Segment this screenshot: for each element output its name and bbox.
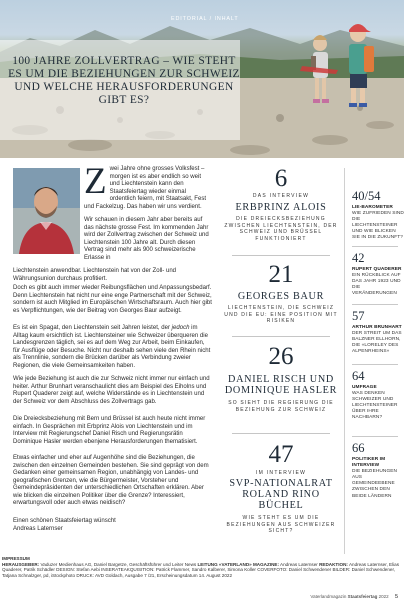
page-footer bbox=[310, 594, 398, 600]
divider bbox=[232, 255, 330, 256]
issue-label: Staatsfeiertag bbox=[347, 594, 378, 599]
impressum-line-3: Tatjana Schnalzger, pd, iStockphoto DRUCK: AVD Goldach, Ausgabe 7 /21, Erscheinungsdatum 14. August 2022 bbox=[2, 573, 232, 579]
toc-description: WIE STEHT ES UM DIE BEZIEHUNGEN AUS SCHWEIZER SICHT? bbox=[226, 515, 336, 535]
toc-item-6[interactable] bbox=[222, 166, 340, 242]
toc-item-40-54[interactable] bbox=[352, 190, 404, 242]
paragraph-3-a: Es ist ein Spagat, den Liechtenstein seit Jahren leistet, der bbox=[13, 325, 172, 331]
toc-page-number: 42 bbox=[352, 251, 365, 265]
toc-description: EIN RÜCKBLICK AUF DAS JAHR 1923 UND DIE VERÄNDERUNGEN bbox=[352, 273, 401, 297]
section-label: EDITORIAL / INHALT bbox=[171, 16, 239, 22]
impressum bbox=[2, 556, 404, 579]
toc-page-number: 66 bbox=[352, 441, 365, 455]
impressum-publisher-label: HERAUSGEBER: bbox=[2, 561, 40, 567]
toc-description: SO SIEHT DIE REGIERUNG DIE BEZIEHUNG ZUR SCHWEIZ bbox=[228, 400, 334, 413]
divider bbox=[352, 304, 398, 305]
toc-title: GEORGES BAUR bbox=[237, 291, 325, 302]
paragraph-3-emphasis: jedoch bbox=[171, 325, 190, 331]
editorial-intro bbox=[84, 161, 212, 262]
toc-page-number: 6 bbox=[274, 165, 288, 192]
toc-page-number: 57 bbox=[352, 309, 365, 323]
paragraph-3-b: im Alltag kaum ersichtlich ist. Liechtensteiner wie Schweizer überqueren die Landesgrenzen täglich, sei es auf dem Weg zur Arbeit, beim Einkaufen, für Ausflüge oder Besuche. Nicht nur deshalb sehen viele den Rhein nicht als Trennlinie, sondern die Brücken darüber als Verbindung zweier Regionen, die viele Gemeinsamkeiten haben. bbox=[13, 325, 211, 369]
divider bbox=[352, 246, 398, 247]
paragraph-1-start: Wir schauen in diesem Jahr aber bereits auf das nächste grosse Fest. Im kommenden Jahr wird der Zollvertrag zwischen der Schweiz und Liechtenstein 100 Jahre alt. Durch diesen Vertrag sind mehr als 900 schweizerische Erlasse in bbox=[84, 217, 209, 261]
intro-text: wei Jahre ohne grosses Volksfest – morgen ist es aber endlich so weit und Liechtenstein kann den Staatsfeiertag wieder einmal ordentlich feiern, mit Staatsakt, Fest und Fackelzug. Das haben wir uns verdient. bbox=[84, 166, 207, 210]
toc-page-number: 64 bbox=[352, 369, 365, 383]
toc-title: DANIEL RISCH UND DOMINIQUE HASLER bbox=[224, 374, 338, 396]
toc-item-66[interactable] bbox=[352, 442, 404, 500]
hero-photo bbox=[0, 0, 404, 158]
signature: Andreas Laternser bbox=[13, 526, 63, 532]
portrait-illustration bbox=[13, 168, 80, 254]
paragraph-4: Wie jede Beziehung ist auch die zur Schweiz nicht immer nur einfach und heiter. Arthur Brunhart veranschaulicht dies am Beispiel des Eiholns und Rupert Quaderer zeigt auf, welche Widerstände es in Liechtenstein und der Schweiz vor dem Abschluss des Zollvertrags gab. bbox=[13, 376, 210, 405]
toc-title: ERBPRINZ ALOIS bbox=[235, 202, 327, 213]
divider bbox=[352, 364, 398, 365]
toc-heading: ARTHUR BRUNHART bbox=[352, 325, 402, 330]
impressum-lead-label: LEITUNG «VATERLAND» MAGAZINE: bbox=[197, 561, 279, 567]
drop-cap: Z bbox=[84, 161, 107, 202]
toc-page-number: 26 bbox=[268, 343, 294, 370]
closing-line: Einen schönen Staatsfeiertag wünscht bbox=[13, 518, 116, 524]
impressum-editorial: Andreas Laternser, Elias bbox=[347, 561, 400, 567]
toc-item-42[interactable] bbox=[352, 252, 404, 297]
toc-kicker: DAS INTERVIEW bbox=[252, 193, 310, 199]
toc-description: LIECHTENSTEIN, DIE SCHWEIZ UND DIE EU: EINE POSITION MIT RISIKEN bbox=[224, 305, 338, 325]
toc-description: DIE DREIECKSBEZIEHUNG ZWISCHEN LIECHTENSTEIN, DER SCHWEIZ UND BRÜSSEL FUNKTIONIERT bbox=[224, 216, 338, 242]
impressum-publisher: Vaduzer Medienhaus AG, Daniel Bargetze, Geschäftsführer und Leiter News bbox=[39, 561, 198, 567]
toc-heading: POLITIKER IM INTERVIEW bbox=[352, 457, 386, 469]
toc-description: WIE ZUFRIEDEN SIND DIE LIECHTENSTEINER UND WIE BLICKEN SIE IN DIE ZUKUNFT? bbox=[352, 211, 404, 241]
toc-item-57[interactable] bbox=[352, 310, 404, 355]
divider bbox=[352, 436, 398, 437]
column-divider bbox=[344, 168, 345, 554]
toc-item-47[interactable] bbox=[222, 442, 340, 535]
toc-description: DIE BEZIEHUNGEN AUS GEMEINDEEBENE ZWISCHEN DEN BEIDE LÄNDERN bbox=[352, 469, 398, 499]
paragraph-5: Die Dreiecksbeziehung mit Bern und Brüssel ist auch heute nicht immer einfach. In Gesprächen mit Erbprinz Alois von Liechtenstein und im Interview mit Regierungschef Daniel Risch und Regierungsrätin Dominique Hasler werden ebenjene Herausforderungen thematisiert. bbox=[13, 416, 206, 445]
impressum-editorial-label: REDAKTION: bbox=[319, 561, 348, 567]
impressum-label: IMPRESSUM bbox=[2, 556, 30, 561]
impressum-lead: Andreas Laternser bbox=[279, 561, 320, 567]
toc-heading: LIE-BAROMETER bbox=[352, 205, 393, 210]
toc-kicker: IM INTERVIEW bbox=[255, 470, 307, 476]
toc-item-64[interactable] bbox=[352, 370, 404, 422]
paragraph-6: Etwas einfacher und eher auf Augenhöhe sind die Beziehungen, die zwischen den einzelnen Gemeinden bestehen. Sie sind geprägt von dem Gedanken einer gemeinsamen Region, unabhängig von Landes- und geografischen Grenzen, wie die Bürgermeister, Vorsteher und Gemeindepräsidenten der unterschiedlichen Ortschaften erklären. Aber wie blicken die einzelnen Politiker über die Grenze? Interessiert, erwartungsvoll oder auch etwas neidisch? bbox=[13, 455, 209, 507]
author-photo bbox=[13, 168, 80, 254]
toc-item-26[interactable] bbox=[222, 344, 340, 413]
toc-page-number: 21 bbox=[268, 261, 294, 288]
toc-title: SVP-NATIONALRAT ROLAND RINO BÜCHEL bbox=[229, 478, 333, 511]
toc-heading: RUPERT QUADERER bbox=[352, 267, 402, 272]
toc-description: DER STREIT UM DAS BALZNER ELLHORN, DIE «LORELEY DES ALPENRHEINS» bbox=[352, 331, 402, 355]
toc-heading: UMFRAGE bbox=[352, 385, 377, 390]
paragraph-2: Doch es gibt auch immer wieder Reibungsflächen und Anpassungsbedarf. Denn Liechtenstein hat nicht nur eine enge Partnerschaft mit der Schweiz, sondern ist auch Mitglied im Europäischen Wirtschaftsraum. Auch hier gibt es Verpflichtungen, wie der Beitrag von Georges Baur aufzeigt. bbox=[13, 285, 212, 314]
toc-description: WAS DENKEN SCHWEIZER UND LIECHTENSTEINER ÜBER IHRE NACHBARN? bbox=[352, 391, 398, 421]
toc-page-number: 40/54 bbox=[352, 189, 381, 203]
divider bbox=[232, 433, 330, 434]
publication-name: Vaterlandmagazin bbox=[310, 594, 347, 599]
paragraph-1-end: Liechtenstein anwendbar. Liechtenstein hat von der Zoll- und Währungsunion durchaus profitiert. bbox=[13, 268, 177, 282]
divider bbox=[232, 336, 330, 337]
toc-page-number: 47 bbox=[268, 441, 294, 468]
page-number: 5 bbox=[394, 594, 398, 600]
page-title: 100 JAHRE ZOLLVERTRAG – WIE STEHT ES UM DIE BEZIEHUNGEN ZUR SCHWEIZ UND WELCHE HERAUSFORDERUNGEN GIBT ES? bbox=[8, 55, 240, 106]
toc-item-21[interactable] bbox=[222, 262, 340, 325]
paragraph-3 bbox=[13, 325, 213, 370]
issue-year: 2022 bbox=[378, 594, 389, 599]
impressum-line-2: Quaderer, Patrik Schädler DESIGN: Stefan Aebi INSERATEAKQUISITION: Patrick Flammer, Sandro Kalberer, Simona Koller COVERFOTO: Daniel Schwendener BILDER: Daniel Schwendener, bbox=[2, 567, 396, 573]
